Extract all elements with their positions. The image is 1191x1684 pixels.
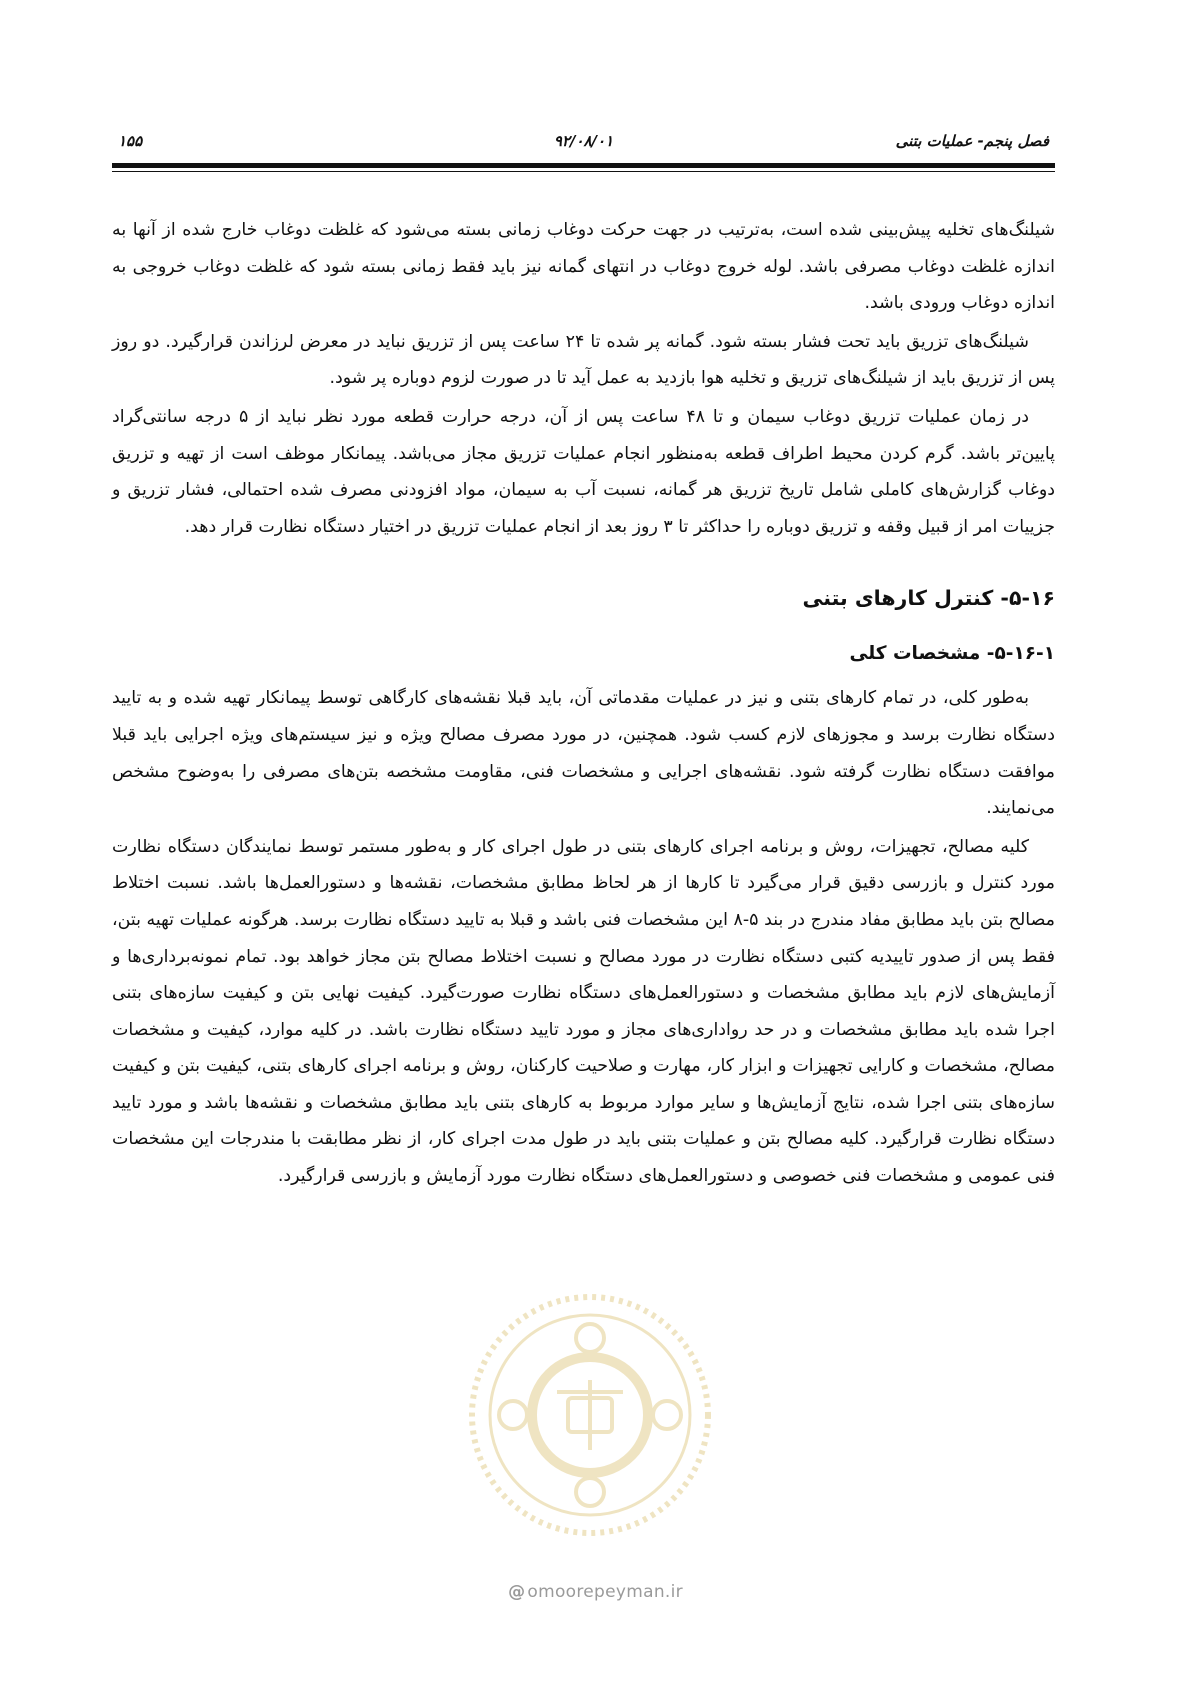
watermark-seal-icon [455,1280,725,1550]
seal-graphic [455,1280,725,1550]
header-rule-thin [112,171,1055,172]
subsection-heading: ۵-۱۶-۱- مشخصات کلی [849,643,1055,665]
running-header [112,124,1055,160]
page-number: ۱۵۵ [118,132,143,150]
body-text [112,212,1055,1197]
paragraph: شیلنگ‌های تزریق باید تحت فشار بسته شود. گمانه پر شده تا ۲۴ ساعت پس از تزریق نباید در معرض لرزاندن قرارگیرد. دو روز پس از تزریق باید از شیلنگ‌های تزریق و تخلیه هوا بازدید به عمل آید تا در صورت لزوم دوباره پر شود. [112,331,1055,389]
paragraph: به‌طور کلی، در تمام کارهای بتنی و نیز در عملیات مقدماتی آن، باید قبلا نقشه‌های کارگاهی توسط پیمانکار تهیه شده و به تایید دستگاه نظارت برسد و مجوزهای لازم کسب شود. همچنین، در مورد مصرف مصالح ویژه و نیز سیستم‌های ویژه اجرایی باید قبلا موافقت دستگاه نظارت گرفته شود. نقشه‌های اجرایی و مشخصات فنی، مقاومت مشخصه بتن‌های مصرفی را به‌وضوح مشخص می‌نمایند. [112,688,1055,819]
site-footer [0,1582,1191,1602]
at-sign-icon: @ [508,1582,526,1602]
paragraph: کلیه مصالح، تجهیزات، روش و برنامه اجرای کارهای بتنی در طول اجرای کار و به‌طور مستمر توسط نمایندگان دستگاه نظارت مورد کنترل و بازرسی دقیق قرار می‌گیرد تا کارها از هر لحاظ مطابق مشخصات، نقشه‌ها و دستورالعمل‌ها باشد. نسبت اختلاط مصالح بتن باید مطابق مفاد مندرج در بند ۵-۸ این مشخصات فنی باشد و قبلا به تایید دستگاه نظارت برسد. هرگونه عملیات تهیه بتن، فقط پس از صدور تاییدیه کتبی دستگاه نظارت در مورد مصالح و نسبت اختلاط مصالح بتن مجاز خواهد بود. تمام نمونه‌برداری‌ها و آزمایش‌های لازم باید مطابق مشخصات و دستورالعمل‌های دستگاه نظارت صورت‌گیرد. کیفیت نهایی بتن و کیفیت سازه‌های بتنی اجرا شده باید مطابق مشخصات و در حد رواداری‌های مجاز و مورد تایید دستگاه نظارت باشد. در کلیه موارد، کیفیت و مشخصات مصالح، مشخصات و کارایی تجهیزات و ابزار کار، مهارت و صلاحیت کارکنان، روش و برنامه اجرای کارهای بتنی، کیفیت بتن و کیفیت سازه‌های بتنی اجرا شده، نتایج آزمایش‌ها و سایر موارد مربوط به کارهای بتنی باید مطابق مشخصات و نقشه‌ها باشد و مورد تایید دستگاه نظارت قرارگیرد. کلیه مصالح بتن و عملیات بتنی باید در طول مدت اجرای کار، از نظر مطابقت با مندرجات این مشخصات فنی عمومی و مشخصات فنی خصوصی و دستورالعمل‌های دستگاه نظارت مورد آزمایش و بازرسی قرارگیرد. [112,836,1055,1187]
revision-date: ۹۲/۰۸/۰۱ [553,132,614,150]
paragraph: در زمان عملیات تزریق دوغاب سیمان و تا ۴۸ ساعت پس از آن، درجه حرارت قطعه مورد نظر نباید از ۵ درجه سانتی‌گراد پایین‌تر باشد. گرم کردن محیط اطراف قطعه به‌منظور انجام عملیات تزریق مجاز می‌باشد. پیمانکار موظف است از تهیه و تزریق دوغاب گزارش‌های کاملی شامل تاریخ تزریق هر گمانه، نسبت آب به سیمان، مواد افزودنی مصرف شده احتمالی، فشار تزریق و جزییات امر از قبیل وقفه و تزریق دوباره را حداکثر تا ۳ روز بعد از انجام عملیات تزریق در اختیار دستگاه نظارت قرار دهد. [112,406,1055,537]
section-heading: ۵-۱۶- کنترل کارهای بتنی [802,586,1055,611]
website-url: omoorepeyman.ir [527,1582,683,1602]
header-rule-thick [112,163,1055,168]
paragraph: شیلنگ‌های تخلیه پیش‌بینی شده است، به‌ترتیب در جهت حرکت دوغاب زمانی بسته می‌شود که غلظت دوغاب خارج شده از آنها به اندازه غلظت دوغاب مصرفی باشد. لوله خروج دوغاب در انتهای گمانه نیز باید فقط زمانی بسته شود که غلظت دوغاب خروجی به اندازه دوغاب ورودی باشد. [112,220,1055,314]
chapter-title: فصل پنجم- عملیات بتنی [895,132,1049,150]
